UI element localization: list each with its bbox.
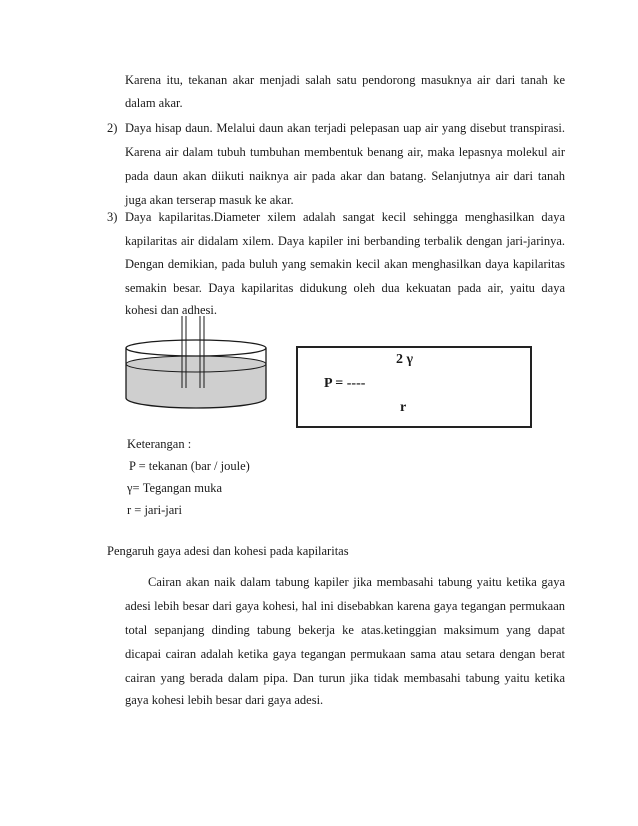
formula-numerator: 2 γ bbox=[396, 352, 414, 367]
item-3-line-1: Daya kapilaritas.Diameter xilem adalah sangat kecil sehingga menghasilkan daya bbox=[125, 210, 565, 224]
section-line-6: gaya kohesi lebih besar dari gaya adesi. bbox=[125, 693, 324, 707]
section-line-3: total sepanjang dinding tabung bekerja ke atas.ketinggian maksimum yang dapat bbox=[125, 623, 565, 637]
legend-title: Keterangan : bbox=[127, 437, 192, 451]
liquid-surface bbox=[126, 356, 266, 372]
item-3-line-2: kapilaritas air didalam xilem. Daya kapiler ini berbanding terbalik dengan jari-jarinya. bbox=[125, 234, 565, 248]
item-number-2: 2) bbox=[107, 121, 118, 135]
item-3-line-4: semakin besar. Daya kapilaritas didukung oleh dua kekuatan pada air, yaitu daya bbox=[125, 281, 565, 295]
formula-denominator: r bbox=[400, 400, 407, 415]
legend-r: r = jari-jari bbox=[127, 503, 182, 517]
item-2-line-3: pada daun akan diikuti naiknya air pada akar dan batang. Selanjutnya air dari tanah bbox=[125, 169, 565, 183]
beaker-rim bbox=[126, 340, 266, 356]
section-line-1: Cairan akan naik dalam tabung kapiler jika membasahi tabung yaitu ketika gaya bbox=[148, 575, 565, 589]
section-line-5: cairan yang berada dalam pipa. Dan turun jika tidak membasahi tabung yaitu ketika bbox=[125, 671, 565, 685]
item-number-3: 3) bbox=[107, 210, 118, 224]
formula-box bbox=[296, 346, 532, 428]
capillary-diagram bbox=[118, 314, 278, 418]
item-2-line-1: Daya hisap daun. Melalui daun akan terjadi pelepasan uap air yang disebut transpirasi. bbox=[125, 121, 565, 135]
section-heading: Pengaruh gaya adesi dan kohesi pada kapilaritas bbox=[107, 544, 349, 558]
intro-line-2: dalam akar. bbox=[125, 96, 183, 110]
section-line-2: adesi lebih besar dari gaya kohesi, hal ini disebabkan karena gaya tegangan permukaan bbox=[125, 599, 565, 613]
item-2-line-4: juga akan terserap masuk ke akar. bbox=[125, 193, 294, 207]
formula-lhs: P = ---- bbox=[324, 376, 366, 391]
item-3-line-3: Dengan demikian, pada buluh yang semakin kecil akan menghasilkan daya kapilaritas bbox=[125, 257, 565, 271]
item-3-line-5: kohesi dan adhesi. bbox=[125, 303, 217, 317]
legend-gamma: γ= Tegangan muka bbox=[127, 481, 223, 495]
section-line-4: dicapai cairan adalah ketika gaya tegangan permukaan sama atau setara dengan berat bbox=[125, 647, 565, 661]
intro-line-1: Karena itu, tekanan akar menjadi salah satu pendorong masuknya air dari tanah ke bbox=[125, 73, 565, 87]
item-2-line-2: Karena air dalam tubuh tumbuhan membentuk benang air, maka lepasnya molekul air bbox=[125, 145, 565, 159]
legend-p: P = tekanan (bar / joule) bbox=[129, 459, 250, 473]
